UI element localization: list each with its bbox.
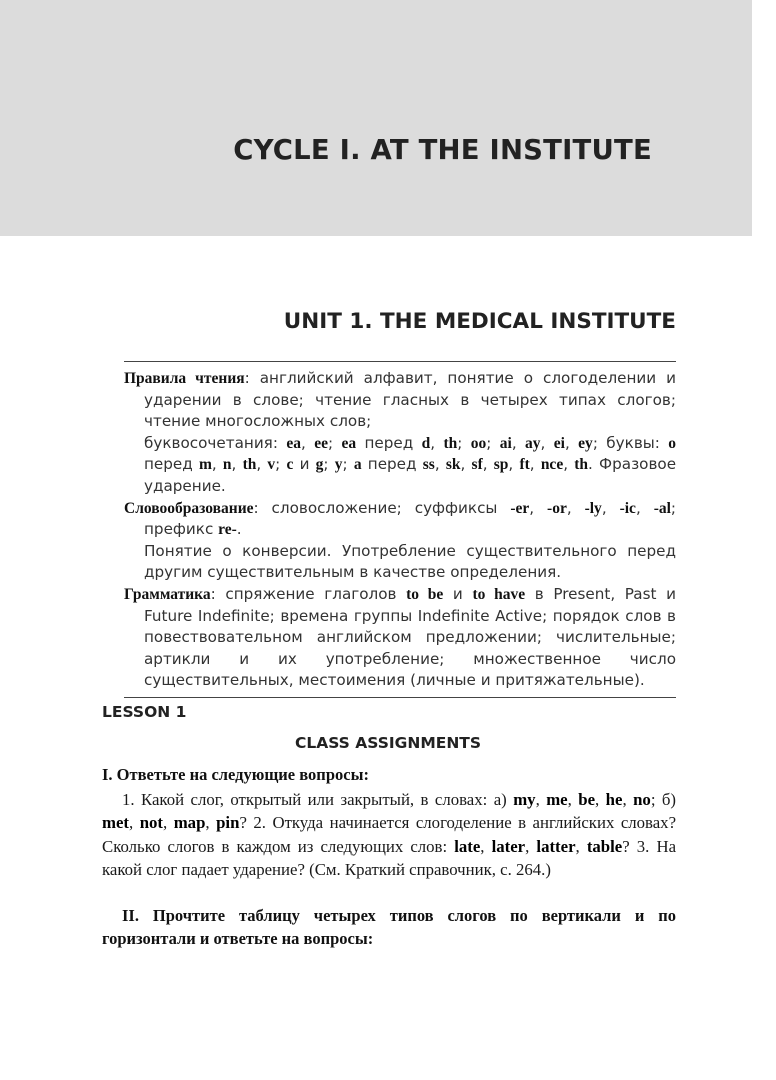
exercise-2-heading: II. Прочтите таблицу четырех типов слогов по вертикали и по горизонтали и ответьте на вопросы: bbox=[102, 906, 676, 948]
conversion-note: Понятие о конверсии. Употребление существительного перед другим существительным в качестве определения. bbox=[144, 541, 676, 582]
assignments-title: CLASS ASSIGNMENTS bbox=[294, 734, 482, 752]
reading-rules-entry: Правила чтения: английский алфавит, понятие о слогоделении и ударении в слове; чтение гласных в четырех типах слогов; чтение многосложных слов; буквосочетания: ea, ee; ea перед d, th; oo; ai, ay, ei, ey; буквы: o перед m, n, th, v; c и g; y; a перед ss, sk, sf, sp, ft, nce, th. Фразовое ударение. bbox=[124, 368, 676, 498]
word-formation-entry: Словообразование: словосложение; суффиксы -er, -or, -ly, -ic, -al; префикс re-. Понятие о конверсии. Употребление существительного перед другим существительным в качестве определения. bbox=[124, 498, 676, 584]
grammar-label: Грамматика bbox=[124, 585, 211, 603]
word-formation-label: Словообразование bbox=[124, 499, 254, 517]
letter-combinations: буквосочетания: ea, ee; ea перед d, th; oo; ai, ay, ei, ey; буквы: o перед m, n, th, v; c и g; y; a перед ss, sk, sf, sp, ft, nce, th. Фразовое ударение. bbox=[144, 433, 677, 495]
cycle-banner bbox=[0, 0, 752, 236]
exercise-1-heading: I. Ответьте на следующие вопросы: bbox=[102, 765, 369, 784]
grammar-entry: Грамматика: спряжение глаголов to be и to have в Present, Past и Future Indefinite; времена группы Indefinite Active; порядок слов в повествовательном английском предложении; числительные; артикли и их употребление; множественное число существительных, местоимения (личные и притяжательные). bbox=[124, 584, 676, 690]
reading-rules-label: Правила чтения bbox=[124, 370, 245, 387]
unit-summary bbox=[124, 361, 676, 698]
lesson-label: LESSON 1 bbox=[102, 703, 187, 721]
cycle-title: CYCLE I. AT THE INSTITUTE bbox=[233, 134, 652, 166]
unit-title: UNIT 1. THE MEDICAL INSTITUTE bbox=[283, 309, 676, 334]
exercise-1-body: 1. Какой слог, открытый или закрытый, в словах: а) my, me, be, he, no; б) met, not, map, pin? 2. Откуда начинается слогоделение в английских словах? Сколько слогов в каждом из следующих слов: late, later, latter, table? 3. На какой слог падает ударение? (См. Краткий справочник, с. 264.) bbox=[102, 790, 677, 880]
